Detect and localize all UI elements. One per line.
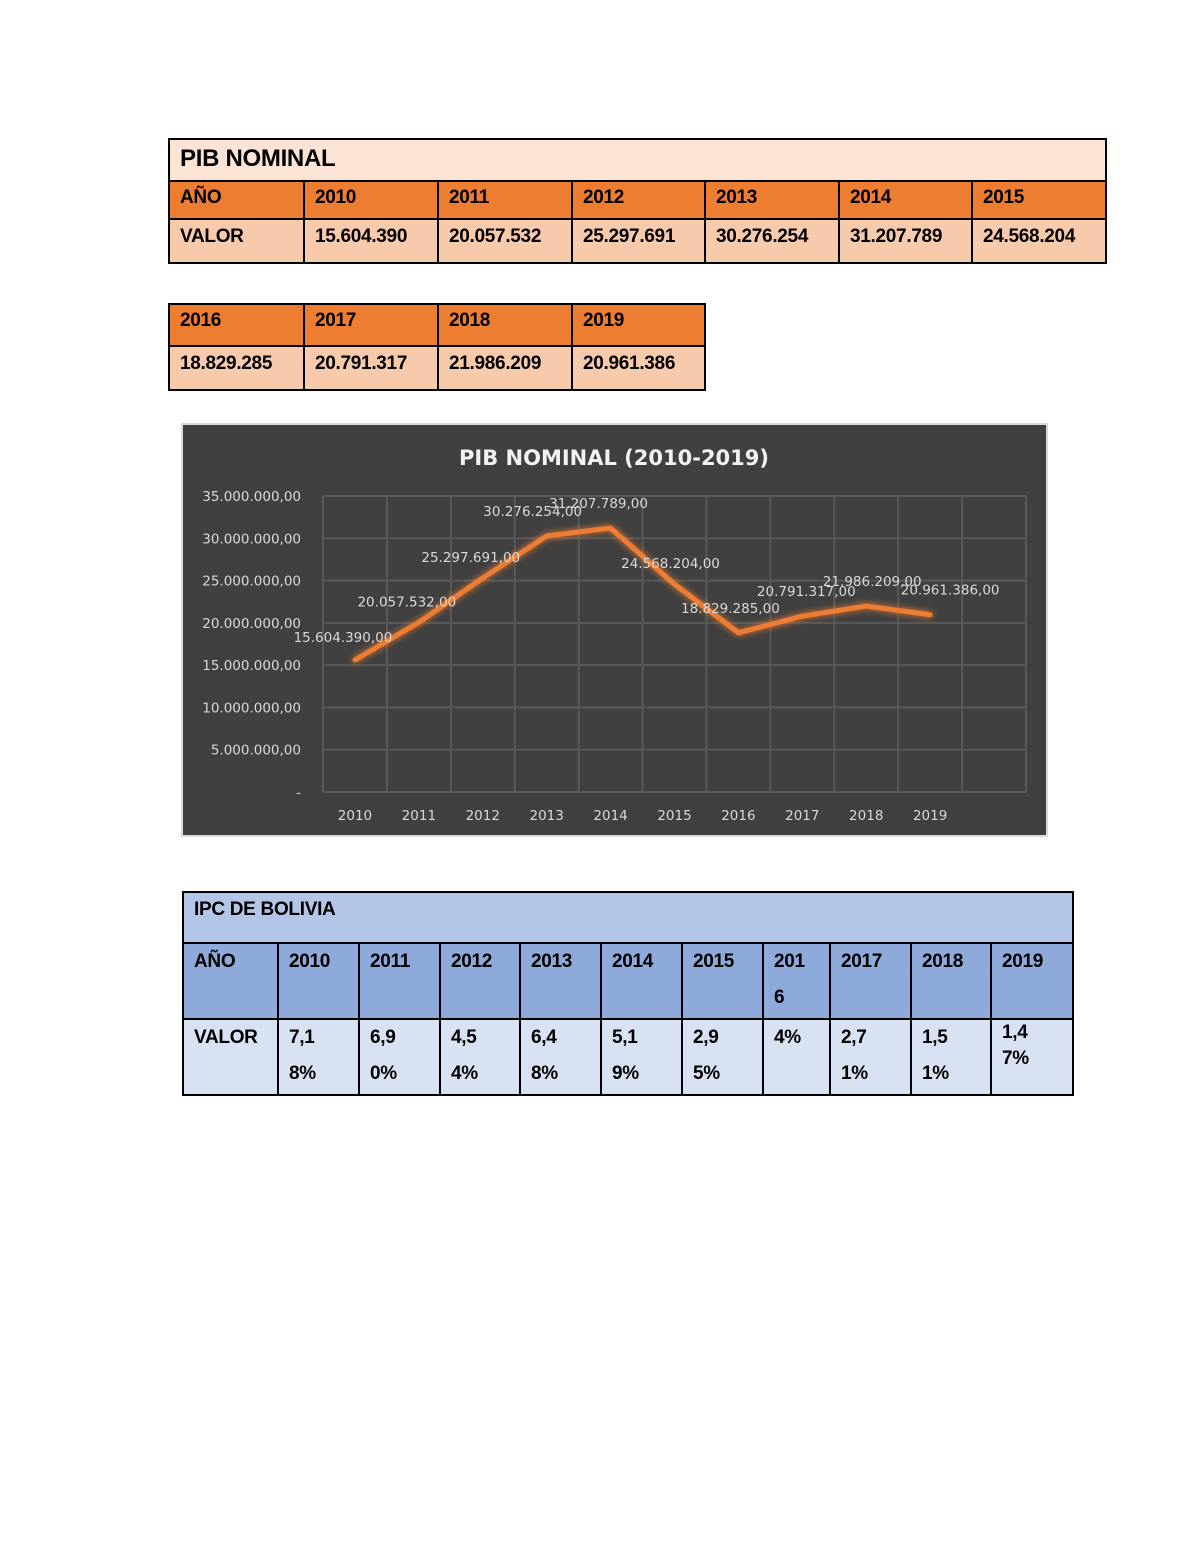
pib-value-cell: 25.297.691 [572, 219, 705, 263]
pib-table-part-1 [168, 138, 1107, 264]
y-tick-label: 5.000.000,00 [210, 742, 301, 759]
pib-value-cell: 15.604.390 [304, 219, 438, 263]
ipc-year-cell: 2013 [520, 943, 601, 1019]
pib-value-cell: 20.057.532 [438, 219, 572, 263]
pib-value-cell: 18.829.285 [169, 346, 304, 390]
ipc-value-label: VALOR [183, 1019, 278, 1095]
ipc-value-cell: 2,71% [830, 1019, 911, 1095]
pib-value-cell: 31.207.789 [839, 219, 972, 263]
pib-year-cell: 2012 [572, 181, 705, 219]
pib-year-cell: 2017 [304, 304, 438, 346]
ipc-value-cell: 1,51% [911, 1019, 991, 1095]
x-tick-label: 2014 [593, 808, 628, 824]
ipc-value-cell: 7,18% [278, 1019, 359, 1095]
pib-value-cell: 20.961.386 [572, 346, 705, 390]
ipc-table-title: IPC DE BOLIVIA [183, 892, 1073, 943]
pib-year-cell: 2011 [438, 181, 572, 219]
x-tick-label: 2018 [849, 808, 884, 824]
ipc-year-cell: 2010 [278, 943, 359, 1019]
x-tick-label: 2011 [401, 808, 437, 824]
data-label: 30.276.254,00 [483, 503, 583, 520]
data-label: 31.207.789,00 [549, 496, 648, 513]
y-tick-label: 25.000.000,00 [202, 573, 301, 590]
pib-value-cell: 24.568.204 [972, 219, 1106, 263]
x-tick-label: 2015 [657, 808, 692, 824]
pib-table-part-2 [168, 303, 706, 391]
pib-value-row [169, 219, 1106, 263]
x-tick-label: 2019 [912, 808, 948, 824]
y-tick-label: 30.000.000,00 [202, 531, 301, 548]
ipc-value-cell: 5,19% [601, 1019, 682, 1095]
pib-year-cell: 2010 [304, 181, 438, 219]
ipc-year-cell: 2017 [830, 943, 911, 1019]
data-label: 24.568.204,00 [621, 556, 720, 573]
data-label: 20.791.317,00 [756, 584, 856, 601]
pib-value-row-2 [169, 346, 705, 390]
data-label: 15.604.390,00 [293, 630, 393, 647]
data-label: 20.057.532,00 [357, 594, 457, 611]
data-label: 21.986.209,00 [822, 574, 922, 591]
ipc-year-row [183, 943, 1073, 1019]
pib-year-cell: 2014 [839, 181, 972, 219]
ipc-year-cell: 2016 [763, 943, 830, 1019]
ipc-value-row [183, 1019, 1073, 1095]
x-tick-label: 2017 [785, 808, 820, 824]
pib-value-cell: 21.986.209 [438, 346, 572, 390]
data-label: 25.297.691,00 [421, 550, 521, 567]
y-tick-label: 35.000.000,00 [202, 489, 301, 505]
pib-line-chart [181, 423, 1048, 837]
ipc-value-cell: 4,54% [440, 1019, 520, 1095]
ipc-year-cell: 2019 [991, 943, 1073, 1019]
pib-value-label: VALOR [169, 219, 304, 263]
y-tick-label: 15.000.000,00 [202, 658, 301, 675]
data-label: 20.961.386,00 [900, 582, 1000, 599]
y-tick-label: 20.000.000,00 [202, 615, 301, 632]
x-tick-label: 2010 [337, 808, 373, 824]
y-tick-label: 10.000.000,00 [202, 700, 301, 717]
pib-year-cell: 2019 [572, 304, 705, 346]
ipc-year-cell: 2018 [911, 943, 991, 1019]
ipc-year-cell: 2011 [359, 943, 440, 1019]
ipc-year-cell: 2015 [682, 943, 763, 1019]
pib-year-label: AÑO [169, 181, 304, 219]
data-label: 18.829.285,00 [681, 600, 780, 617]
pib-year-cell: 2018 [438, 304, 572, 346]
ipc-value-cell: 6,90% [359, 1019, 440, 1095]
ipc-table [182, 891, 1074, 1096]
chart-title: PIB NOMINAL (2010-2019) [459, 446, 769, 470]
pib-value-cell: 20.791.317 [304, 346, 438, 390]
x-tick-label: 2013 [529, 808, 564, 824]
pib-value-cell: 30.276.254 [705, 219, 839, 263]
y-tick-label: - [296, 785, 301, 801]
ipc-value-cell: 2,95% [682, 1019, 763, 1095]
ipc-year-cell: 2012 [440, 943, 520, 1019]
ipc-year-label: AÑO [183, 943, 278, 1019]
pib-year-row-2 [169, 304, 705, 346]
chart-canvas [183, 425, 1046, 835]
ipc-year-cell: 2014 [601, 943, 682, 1019]
pib-year-cell: 2013 [705, 181, 839, 219]
pib-table-title: PIB NOMINAL [169, 139, 1106, 181]
ipc-value-cell: 6,48% [520, 1019, 601, 1095]
x-tick-label: 2012 [465, 808, 500, 824]
pib-year-row [169, 181, 1106, 219]
x-tick-label: 2016 [721, 808, 756, 824]
ipc-value-cell: 1,47% [991, 1019, 1073, 1095]
pib-year-cell: 2015 [972, 181, 1106, 219]
pib-year-cell: 2016 [169, 304, 304, 346]
ipc-value-cell: 4% [763, 1019, 830, 1095]
